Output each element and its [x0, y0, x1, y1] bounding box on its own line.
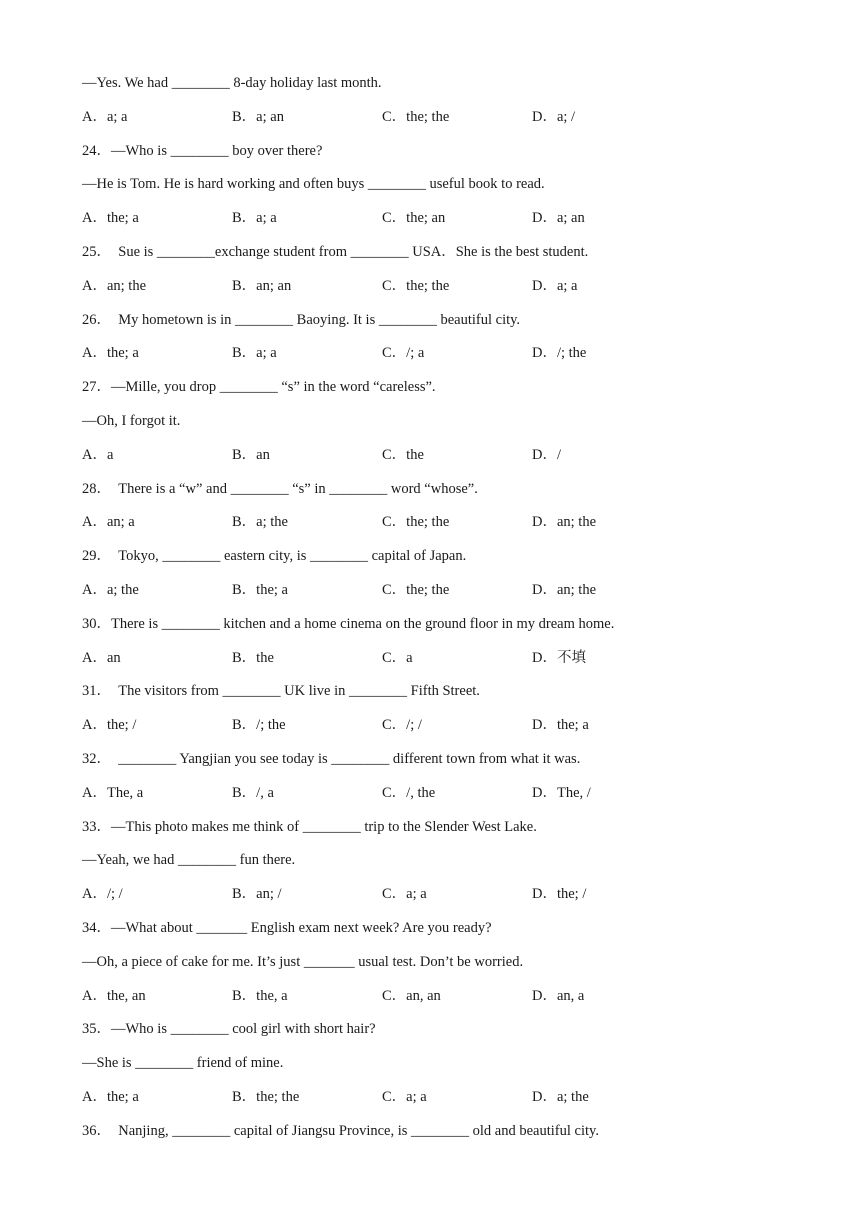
question-line: 34．—What about _______ English exam next week? Are you ready?	[82, 920, 492, 936]
option-b: B．the, a	[232, 988, 288, 1004]
question-line: 29． Tokyo, ________ eastern city, is ________ capital of Japan.	[82, 548, 467, 564]
option-d: D．/	[532, 447, 561, 463]
option-b: B．the; the	[232, 1089, 300, 1105]
question-line: 32． ________ Yangjian you see today is ________ different town from what it was.	[82, 751, 581, 767]
option-b: B．a; the	[232, 514, 288, 530]
option-c: C．the	[382, 447, 424, 463]
option-a: A．a	[82, 447, 114, 463]
question-line: 25． Sue is ________exchange student from ________ USA．She is the best student.	[82, 244, 589, 260]
option-c: C．the; an	[382, 210, 446, 226]
option-b: B．an; an	[232, 278, 292, 294]
option-a: A．the; a	[82, 210, 139, 226]
option-b: B．a; an	[232, 109, 284, 125]
question-line: —Oh, I forgot it.	[82, 413, 181, 429]
option-d: D．/; the	[532, 345, 587, 361]
question-line: 30．There is ________ kitchen and a home cinema on the ground floor in my dream home.	[82, 616, 615, 632]
question-line: 35．—Who is ________ cool girl with short hair?	[82, 1021, 376, 1037]
option-a: A．/; /	[82, 886, 123, 902]
option-c: C．a; a	[382, 886, 427, 902]
question-line: —He is Tom. He is hard working and often buys ________ useful book to read.	[82, 176, 545, 192]
option-d: D．a; an	[532, 210, 585, 226]
option-b: B．an	[232, 447, 270, 463]
option-d: D．The, /	[532, 785, 591, 801]
option-c: C．the; the	[382, 278, 450, 294]
option-b: B．a; a	[232, 210, 277, 226]
option-d: D．a; the	[532, 1089, 589, 1105]
question-line: 27．—Mille, you drop ________ “s” in the word “careless”.	[82, 379, 436, 395]
question-line: 33．—This photo makes me think of ________ trip to the Slender West Lake.	[82, 819, 537, 835]
option-d: D．the; a	[532, 717, 589, 733]
option-b: B．a; a	[232, 345, 277, 361]
option-a: A．a; a	[82, 109, 128, 125]
question-line: 26． My hometown is in ________ Baoying. It is ________ beautiful city.	[82, 312, 521, 328]
option-a: A．a; the	[82, 582, 139, 598]
option-b: B．the; a	[232, 582, 288, 598]
option-c: C．a; a	[382, 1089, 427, 1105]
option-a: A．The, a	[82, 785, 144, 801]
option-a: A．an; the	[82, 278, 147, 294]
question-line: 36． Nanjing, ________ capital of Jiangsu Province, is ________ old and beautiful city.	[82, 1123, 599, 1139]
option-c: C．a	[382, 650, 413, 666]
option-b: B．/; the	[232, 717, 286, 733]
option-b: B．an; /	[232, 886, 282, 902]
option-c: C．the; the	[382, 582, 450, 598]
question-line: —Oh, a piece of cake for me. It’s just _______ usual test. Don’t be worried.	[82, 954, 524, 970]
option-d: D．an; the	[532, 582, 597, 598]
option-a: A．the; a	[82, 345, 139, 361]
option-d: D．a; a	[532, 278, 578, 294]
option-b: B．the	[232, 650, 274, 666]
question-line: —She is ________ friend of mine.	[82, 1055, 284, 1071]
option-c: C．an, an	[382, 988, 441, 1004]
option-d: D．a; /	[532, 109, 576, 125]
option-c: C．the; the	[382, 109, 450, 125]
option-c: C．/; /	[382, 717, 422, 733]
option-c: C．the; the	[382, 514, 450, 530]
option-a: A．an	[82, 650, 121, 666]
question-line: 28． There is a “w” and ________ “s” in ________ word “whose”.	[82, 481, 478, 497]
option-d: D．an; the	[532, 514, 597, 530]
option-a: A．the; a	[82, 1089, 139, 1105]
question-line: —Yes. We had ________ 8-day holiday last month.	[82, 75, 382, 91]
option-d: D．the; /	[532, 886, 587, 902]
option-a: A．the, an	[82, 988, 146, 1004]
option-c: C．/, the	[382, 785, 436, 801]
option-a: A．the; /	[82, 717, 137, 733]
question-line: 24．—Who is ________ boy over there?	[82, 143, 323, 159]
option-a: A．an; a	[82, 514, 135, 530]
option-c: C．/; a	[382, 345, 425, 361]
option-d: D．an, a	[532, 988, 585, 1004]
question-line: 31． The visitors from ________ UK live in ________ Fifth Street.	[82, 683, 480, 699]
option-d: D．不填	[532, 650, 586, 666]
question-line: —Yeah, we had ________ fun there.	[82, 852, 296, 868]
option-b: B．/, a	[232, 785, 274, 801]
